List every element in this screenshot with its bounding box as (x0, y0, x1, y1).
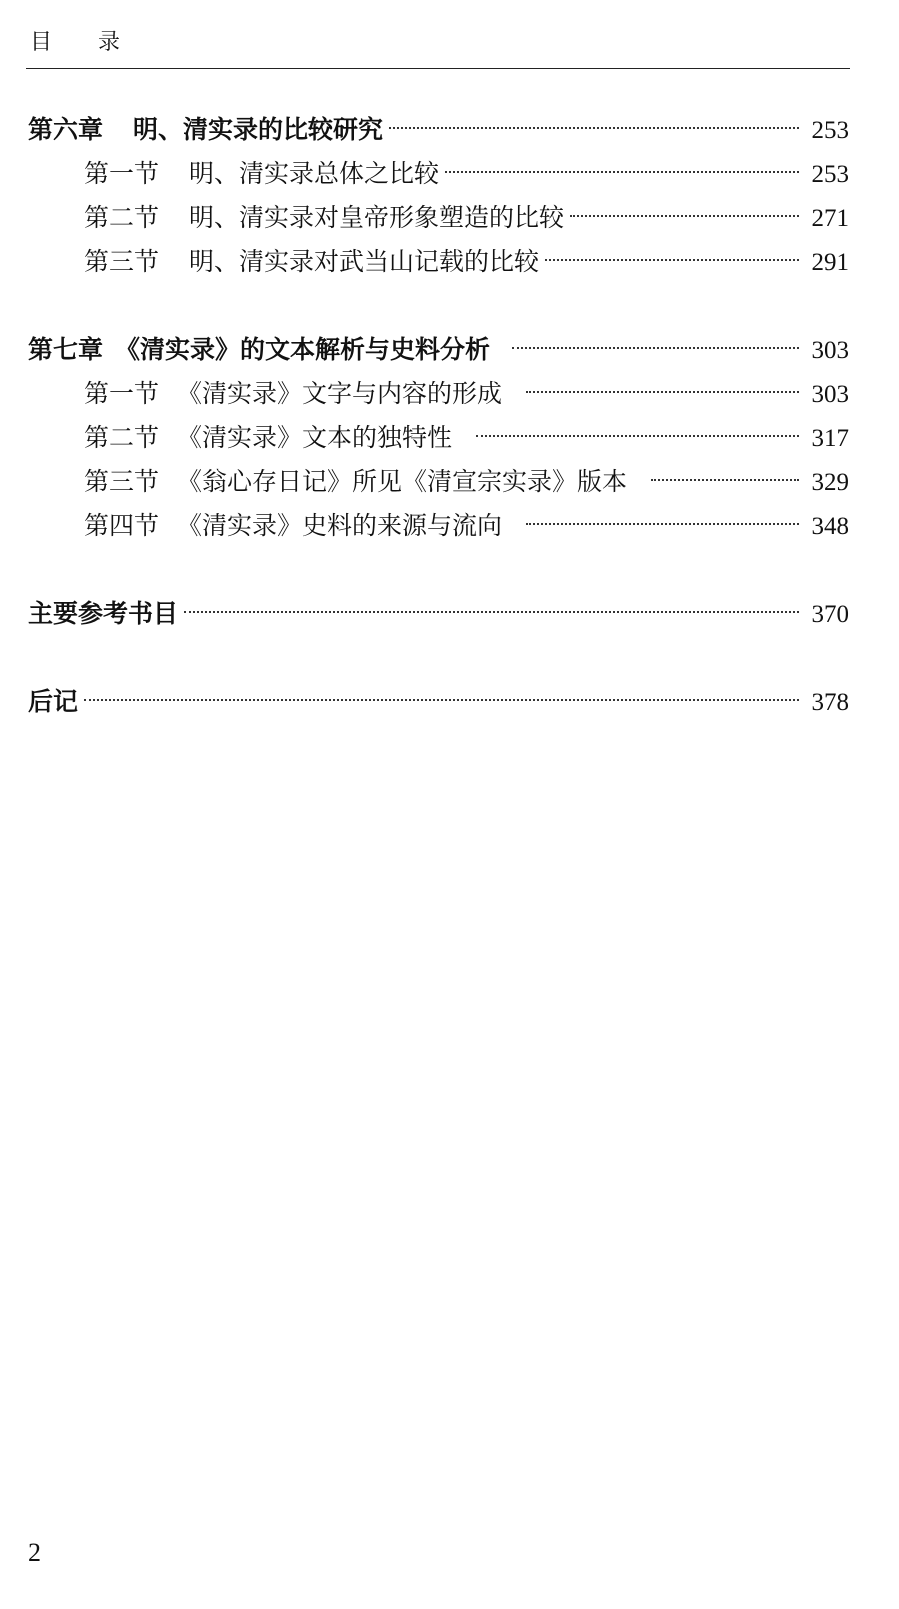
table-of-contents (28, 108, 849, 724)
toc-section-6-3[interactable] (28, 240, 849, 284)
section-title: 《清实录》史料的来源与流向 (177, 511, 503, 540)
section-title: 明、清实录总体之比较 (189, 159, 440, 188)
chapter-number: 第七章 (28, 335, 104, 364)
section-title: 明、清实录对皇帝形象塑造的比较 (189, 203, 565, 232)
folio-page-number: 2 (28, 1538, 41, 1567)
page-number: 317 (811, 425, 849, 452)
toc-entry-label: 主要参考书目 (28, 599, 179, 628)
toc-entry-label (84, 504, 502, 548)
section-number: 第三节 (84, 467, 160, 496)
toc-section-7-3[interactable] (28, 460, 849, 504)
toc-section-7-4[interactable] (28, 504, 849, 548)
spacer (28, 548, 849, 592)
running-head: 目录 (30, 30, 167, 55)
page-number: 348 (811, 513, 849, 540)
toc-afterword[interactable] (28, 680, 849, 724)
dot-leader (545, 259, 799, 261)
dot-leader (570, 215, 799, 217)
page-number: 303 (811, 381, 849, 408)
header-rule (26, 68, 850, 69)
dot-leader (512, 347, 799, 349)
section-number: 第一节 (84, 379, 160, 408)
dot-leader (184, 611, 799, 613)
section-number: 第二节 (84, 203, 160, 232)
chapter-title: 明、清实录的比较研究 (133, 115, 384, 144)
dot-leader (389, 127, 799, 129)
dot-leader (651, 479, 799, 481)
toc-section-7-1[interactable] (28, 372, 849, 416)
dot-leader (445, 171, 799, 173)
page-number: 378 (811, 689, 849, 716)
toc-entry-label (84, 196, 564, 240)
spacer (28, 284, 849, 328)
page-number: 271 (811, 205, 849, 232)
page-number: 329 (811, 469, 849, 496)
page-number: 253 (811, 161, 849, 188)
chapter-title: 《清实录》的文本解析与史料分析 (115, 335, 491, 364)
toc-chapter-7[interactable] (28, 328, 849, 372)
toc-entry-label: 后记 (28, 687, 79, 716)
toc-chapter-6[interactable] (28, 108, 849, 152)
dot-leader (526, 391, 799, 393)
toc-entry-label (84, 372, 502, 416)
toc-entry-label (84, 240, 539, 284)
section-title: 《清实录》文字与内容的形成 (177, 379, 503, 408)
section-title: 《清实录》文本的独特性 (177, 423, 453, 452)
toc-section-6-2[interactable] (28, 196, 849, 240)
section-number: 第二节 (84, 423, 160, 452)
toc-section-6-1[interactable] (28, 152, 849, 196)
toc-section-7-2[interactable] (28, 416, 849, 460)
toc-bibliography[interactable] (28, 592, 849, 636)
toc-entry-label (84, 460, 627, 504)
section-title: 《翁心存日记》所见《清宣宗实录》版本 (177, 467, 628, 496)
page-number: 370 (811, 601, 849, 628)
page-number: 253 (811, 117, 849, 144)
toc-entry-label (28, 108, 383, 152)
page-number: 291 (811, 249, 849, 276)
dot-leader (526, 523, 799, 525)
toc-entry-label (84, 416, 452, 460)
dot-leader (476, 435, 799, 437)
toc-entry-label (84, 152, 439, 196)
section-number: 第三节 (84, 247, 160, 276)
dot-leader (84, 699, 799, 701)
section-number: 第四节 (84, 511, 160, 540)
toc-entry-label (28, 328, 490, 372)
spacer (28, 636, 849, 680)
chapter-number: 第六章 (28, 115, 104, 144)
section-title: 明、清实录对武当山记载的比较 (189, 247, 540, 276)
page-number: 303 (811, 337, 849, 364)
section-number: 第一节 (84, 159, 160, 188)
